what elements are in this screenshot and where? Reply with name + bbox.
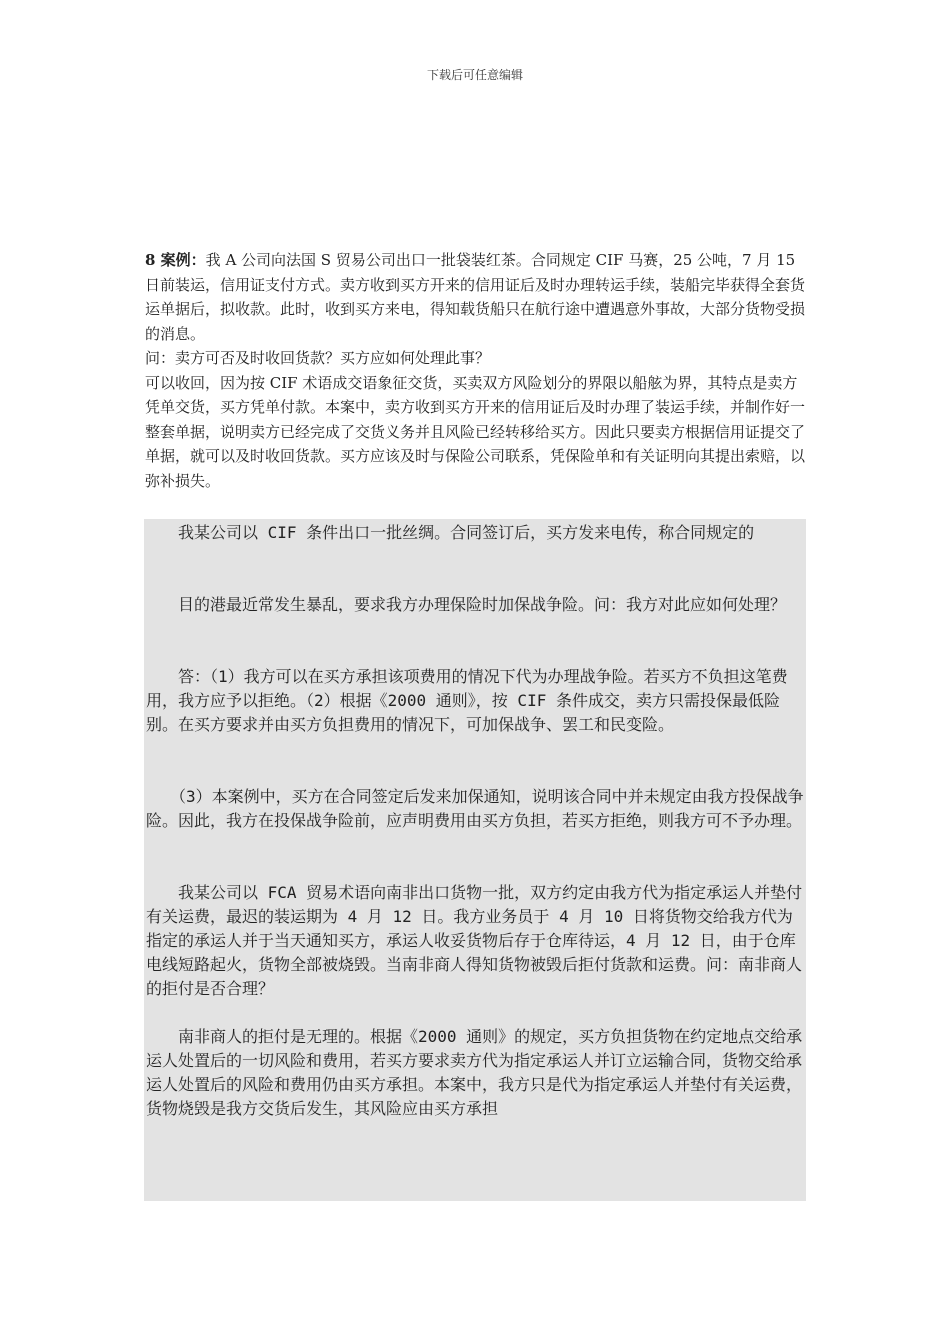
case-8-label: 8 案例： [145, 251, 206, 269]
case-8-description [145, 248, 810, 346]
page-header: 下载后可任意编辑 [426, 68, 523, 82]
silk-case-answer-point-3: （3）本案例中，买方在合同签定后发来加保通知，说明该合同中并未规定由我方投保战争险。因此，我方在投保战争险前，应声明费用由买方负担，若买方拒绝，则我方可不予办理。 [146, 787, 804, 830]
case-8-question: 问：卖方可否及时收回货款？买方应如何处理此事？ [145, 349, 491, 367]
case-8-description-text: 我 A 公司向法国 S 贸易公司出口一批袋装红茶。合同规定 CIF 马赛，25 公吨，7 月 15 日前装运，信用证支付方式。卖方收到买方开来的信用证后及时办理转运手续，装船完毕获得全套货运单据后，拟收款。此时，收到买方来电，得知载货船只在航行途中遭遇意外事故，大部分货物受损的消息。 [145, 251, 806, 343]
fca-case-description: 我某公司以 FCA 贸易术语向南非出口货物一批，双方约定由我方代为指定承运人并垫付有关运费，最迟的装运期为 4 月 12 日。我方业务员于 4 月 10 日将货物交给我方代为指定的承运人并于当天通知买方，承运人收妥货物后存于仓库待运，4 月 12 日，由于仓库电线短路起火，货物全部被烧毁。当南非商人得知货物被毁后拒付货款和运费。问：南非商人的拒付是否合理？ [146, 883, 803, 998]
highlighted-cases-block [144, 519, 806, 1201]
silk-case-question: 目的港最近常发生暴乱，要求我方办理保险时加保战争险。问：我方对此应如何处理？ [146, 595, 787, 614]
case-8-answer: 可以收回，因为按 CIF 术语成交语象征交货，买卖双方风险划分的界限以船舷为界，其特点是卖方凭单交货，买方凭单付款。本案中，卖方收到买方开来的信用证后及时办理了装运手续，并制作好一整套单据，说明卖方已经完成了交货义务并且风险已经转移给买方。因此只要卖方根据信用证提交了单据，就可以及时收回货款。买方应该及时与保险公司联系，凭保险单和有关证明向其提出索赔，以弥补损失。 [145, 373, 806, 490]
silk-case-intro: 我某公司以 CIF 条件出口一批丝绸。合同签订后，买方发来电传，称合同规定的 [146, 523, 755, 542]
silk-case-answer: 答：（1）我方可以在买方承担该项费用的情况下代为办理战争险。若买方不负担这笔费用，我方应予以拒绝。（2）根据《2000 通则》，按 CIF 条件成交，卖方只需投保最低险别。在买方要求并由买方负担费用的情况下，可加保战争、罢工和民变险。 [146, 667, 788, 734]
case-8-section [145, 248, 810, 493]
fca-case-answer: 南非商人的拒付是无理的。根据《2000 通则》的规定，买方负担货物在约定地点交给承运人处置后的一切风险和费用，若买方要求卖方代为指定承运人并订立运输合同，货物交给承运人处置后的风险和费用仍由买方承担。本案中，我方只是代为指定承运人并垫付有关运费，货物烧毁是我方交货后发生，其风险应由买方承担 [146, 1027, 803, 1118]
